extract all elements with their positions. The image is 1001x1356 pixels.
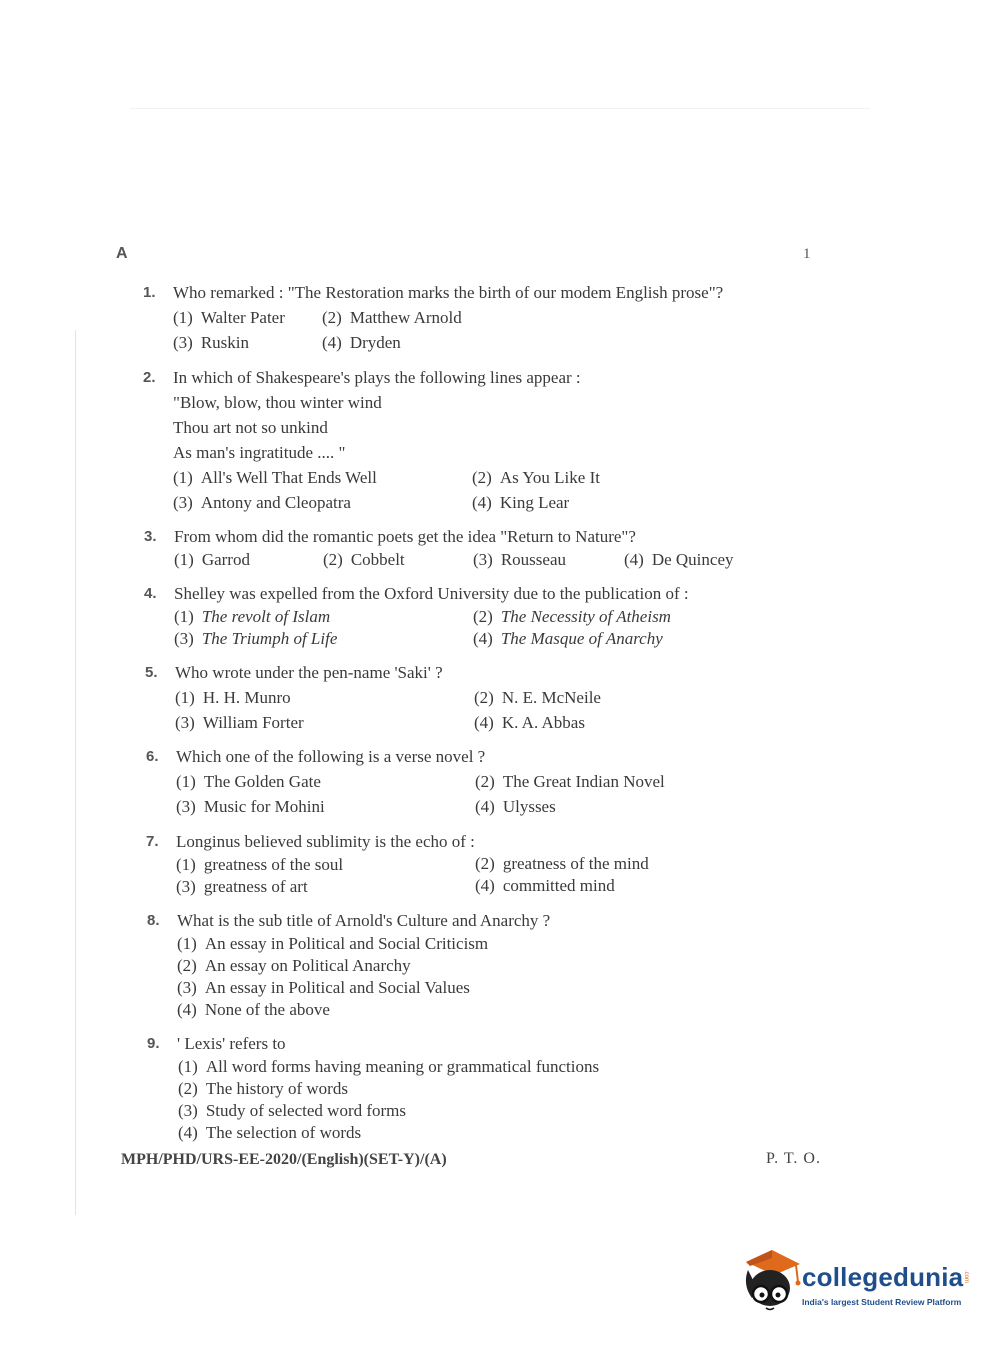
quoted-verse-line: Thou art not so unkind bbox=[173, 418, 328, 437]
pto-marker: P. T. O. bbox=[766, 1150, 821, 1167]
option: (3) An essay in Political and Social Values bbox=[177, 978, 470, 997]
brand-dotcom: .com bbox=[963, 1270, 969, 1284]
set-letter: A bbox=[116, 245, 128, 262]
option: (3) The Triumph of Life bbox=[174, 629, 338, 648]
brand-tagline: India's largest Student Review Platform bbox=[802, 1297, 962, 1307]
question-text: From whom did the romantic poets get the idea "Return to Nature"? bbox=[174, 527, 636, 546]
option: (4) Dryden bbox=[322, 333, 401, 352]
question-text: ' Lexis' refers to bbox=[177, 1034, 286, 1053]
collegedunia-watermark bbox=[742, 1248, 972, 1318]
page-number: 1 bbox=[803, 246, 811, 262]
option: (3) Study of selected word forms bbox=[178, 1101, 407, 1120]
scan-margin-line bbox=[75, 330, 76, 1215]
option: (2) N. E. McNeile bbox=[474, 688, 601, 707]
question-text: What is the sub title of Arnold's Culture and Anarchy ? bbox=[177, 911, 551, 930]
option: (3) Rousseau bbox=[473, 550, 566, 569]
option: (2) As You Like It bbox=[472, 468, 600, 487]
option: (4) Ulysses bbox=[475, 797, 556, 816]
question-text: Who wrote under the pen-name 'Saki' ? bbox=[175, 663, 443, 682]
option: (2) Cobbelt bbox=[323, 550, 405, 569]
option: (1) The revolt of Islam bbox=[174, 607, 331, 626]
option: (2) An essay on Political Anarchy bbox=[177, 956, 411, 975]
option: (4) The Masque of Anarchy bbox=[473, 629, 663, 648]
option: (1) All word forms having meaning or grammatical functions bbox=[178, 1057, 600, 1076]
question-number: 8. bbox=[147, 912, 160, 929]
option: (2) The Necessity of Atheism bbox=[473, 607, 671, 626]
option: (4) De Quincey bbox=[624, 550, 734, 569]
option: (3) Ruskin bbox=[173, 333, 250, 352]
question-number: 5. bbox=[145, 664, 158, 681]
paper-code: MPH/PHD/URS-EE-2020/(English)(SET-Y)/(A) bbox=[121, 1151, 447, 1168]
question-number: 1. bbox=[143, 284, 156, 301]
option: (2) greatness of the mind bbox=[475, 854, 649, 873]
question-number: 4. bbox=[144, 585, 157, 602]
option: (4) None of the above bbox=[177, 1000, 330, 1019]
quoted-verse-line: As man's ingratitude .... " bbox=[173, 443, 346, 462]
option: (4) committed mind bbox=[475, 876, 615, 895]
option: (1) All's Well That Ends Well bbox=[173, 468, 377, 487]
option: (1) The Golden Gate bbox=[176, 772, 321, 791]
option: (2) The history of words bbox=[178, 1079, 348, 1098]
option: (1) Garrod bbox=[174, 550, 250, 569]
quoted-verse-line: "Blow, blow, thou winter wind bbox=[173, 393, 382, 412]
option: (3) Music for Mohini bbox=[176, 797, 325, 816]
question-text: Who remarked : "The Restoration marks the birth of our modem English prose"? bbox=[173, 283, 724, 302]
question-number: 3. bbox=[144, 528, 157, 545]
option: (1) H. H. Munro bbox=[175, 688, 291, 707]
question-text: Shelley was expelled from the Oxford University due to the publication of : bbox=[174, 584, 689, 603]
option: (1) An essay in Political and Social Criticism bbox=[177, 934, 489, 953]
question-number: 2. bbox=[143, 369, 156, 386]
option: (4) The selection of words bbox=[178, 1123, 362, 1142]
option: (3) William Forter bbox=[175, 713, 304, 732]
option: (4) K. A. Abbas bbox=[474, 713, 585, 732]
option: (3) Antony and Cleopatra bbox=[173, 493, 351, 512]
mascot-icon bbox=[742, 1248, 802, 1318]
question-text: Longinus believed sublimity is the echo of : bbox=[176, 832, 475, 851]
question-number: 6. bbox=[146, 748, 159, 765]
question-number: 7. bbox=[146, 833, 159, 850]
option: (2) Matthew Arnold bbox=[322, 308, 462, 327]
option: (1) Walter Pater bbox=[173, 308, 285, 327]
question-text: Which one of the following is a verse novel ? bbox=[176, 747, 486, 766]
option: (1) greatness of the soul bbox=[176, 855, 344, 874]
question-number: 9. bbox=[147, 1035, 160, 1052]
option: (2) The Great Indian Novel bbox=[475, 772, 665, 791]
scan-artifact bbox=[130, 108, 870, 109]
option: (4) King Lear bbox=[472, 493, 570, 512]
brand-name: collegedunia bbox=[802, 1262, 964, 1292]
question-text: In which of Shakespeare's plays the following lines appear : bbox=[173, 368, 581, 387]
option: (3) greatness of art bbox=[176, 877, 308, 896]
